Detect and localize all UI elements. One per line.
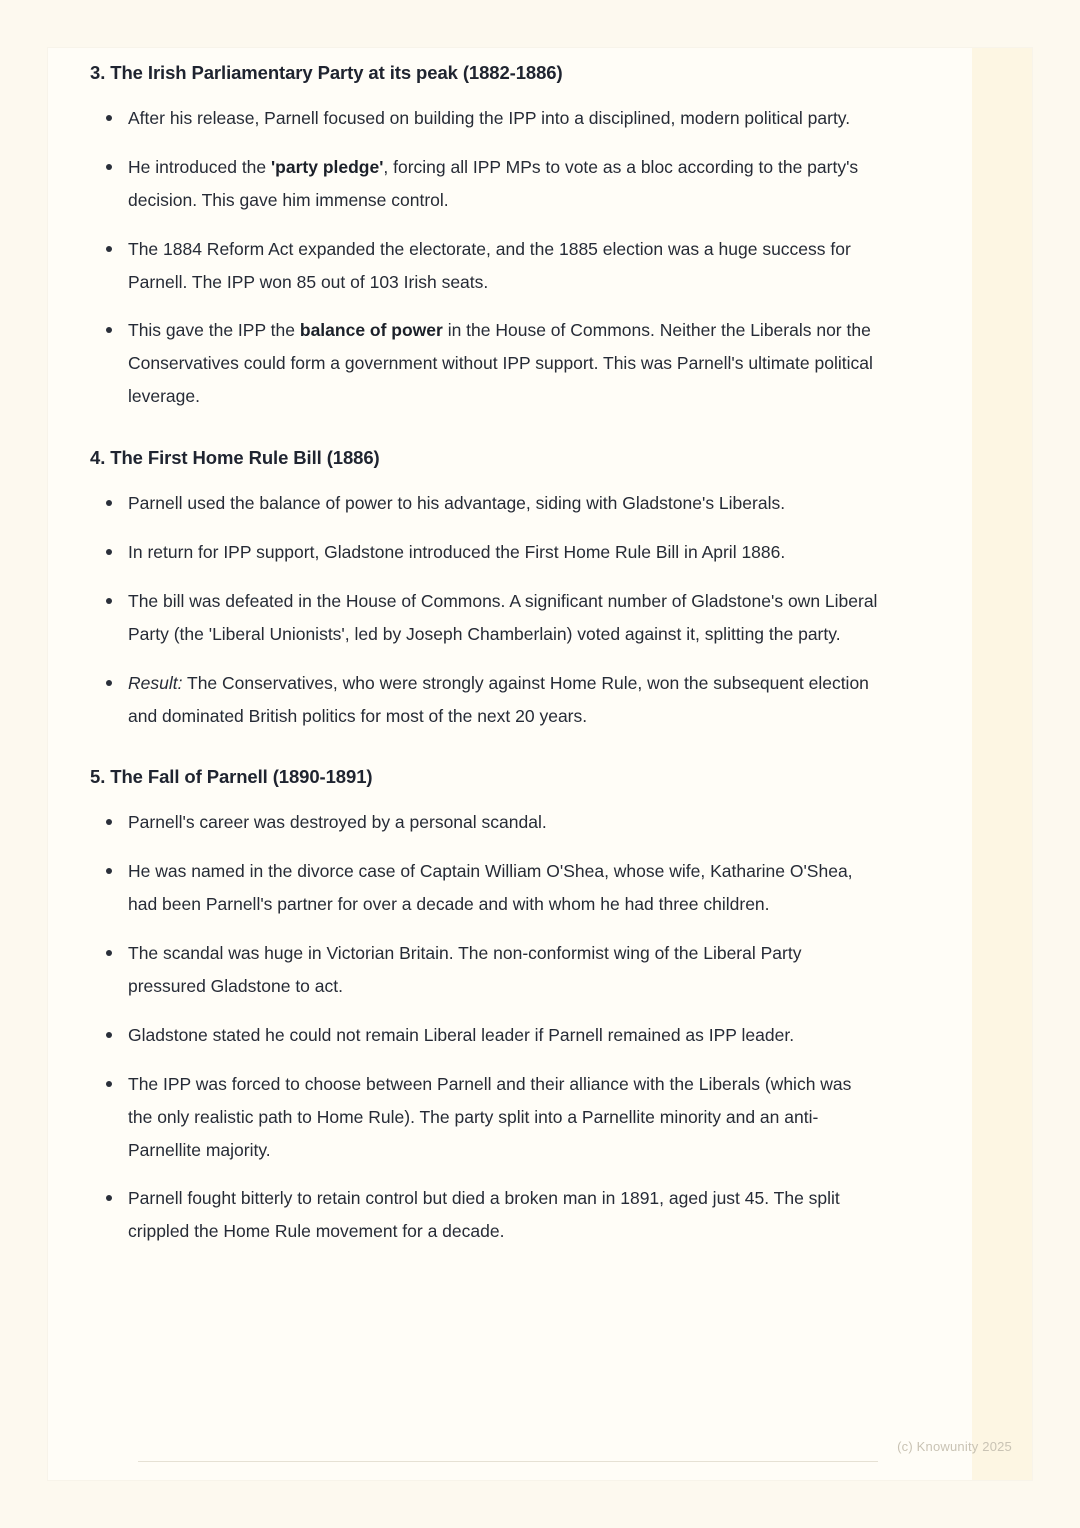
bullet-item — [90, 1068, 880, 1167]
bullet-item — [90, 1182, 880, 1248]
bullet-item — [90, 536, 880, 569]
bullet-text: in the House of Commons. Neither the Liberals nor the Conservatives could form a government without IPP support. This was Parnell's ultimate political leverage. — [128, 320, 873, 407]
section-heading: 5. The Fall of Parnell (1890-1891) — [90, 766, 373, 788]
bullet-item — [90, 937, 880, 1003]
bullet-item — [90, 487, 880, 520]
bullet-text: The bill was defeated in the House of Commons. A significant number of Gladstone's own Liberal Party (the 'Liberal Unionists', led by Joseph Chamberlain) voted against it, splitting the party. — [128, 590, 878, 644]
bullet-text: This gave the IPP the — [128, 320, 300, 341]
bullet-text: The scandal was huge in Victorian Britain. The non-conformist wing of the Liberal Party pressured Gladstone to act. — [128, 943, 802, 997]
section-bullet-list — [90, 487, 880, 732]
bullet-text: The Conservatives, who were strongly against Home Rule, won the subsequent election and dominated British politics for most of the next 20 years. — [128, 672, 869, 726]
bullet-emphasis: 'party pledge' — [271, 156, 384, 177]
bullet-item — [90, 314, 880, 413]
bullet-text: The 1884 Reform Act expanded the electorate, and the 1885 election was a huge success for Parnell. The IPP won 85 out of 103 Irish seats. — [128, 238, 851, 292]
document-sheet — [48, 48, 1032, 1480]
bullet-item — [90, 233, 880, 299]
footer-divider — [138, 1461, 878, 1462]
bullet-text: Parnell used the balance of power to his advantage, siding with Gladstone's Liberals. — [128, 493, 786, 514]
bullet-item — [90, 151, 880, 217]
document-content — [90, 48, 880, 1264]
bullet-item — [90, 855, 880, 921]
bullet-emphasis: balance of power — [299, 320, 443, 341]
bullet-text: Gladstone stated he could not remain Liberal leader if Parnell remained as IPP leader. — [128, 1024, 795, 1045]
bullet-item — [90, 806, 880, 839]
bullet-italic-label: Result: — [128, 672, 183, 693]
bullet-text: He introduced the — [128, 156, 272, 177]
watermark-label: (c) Knowunity 2025 — [897, 1439, 1012, 1454]
section-heading: 3. The Irish Parliamentary Party at its peak (1882-1886) — [90, 62, 563, 83]
section-bullet-list — [90, 806, 880, 1248]
section-bullet-list — [90, 102, 880, 413]
bullet-text: , forcing all IPP MPs to vote as a bloc according to the party's decision. This gave him immense control. — [128, 156, 859, 210]
page-edge-strip — [972, 48, 1032, 1480]
bullet-item — [90, 667, 880, 733]
bullet-text: After his release, Parnell focused on building the IPP into a disciplined, modern political party. — [128, 108, 851, 128]
bullet-text: Parnell's career was destroyed by a personal scandal. — [128, 812, 547, 833]
section-heading: 4. The First Home Rule Bill (1886) — [90, 447, 380, 469]
bullet-item — [90, 1019, 880, 1052]
bullet-text: In return for IPP support, Gladstone introduced the First Home Rule Bill in April 1886. — [128, 542, 786, 563]
bullet-text: Parnell fought bitterly to retain control but died a broken man in 1891, aged just 45. The split crippled the Home Rule movement for a decade. — [128, 1188, 840, 1242]
bullet-text: He was named in the divorce case of Captain William O'Shea, whose wife, Katharine O'Shea, had been Parnell's partner for over a decade and with whom he had three children. — [128, 861, 853, 915]
bullet-item — [90, 102, 880, 135]
bullet-item — [90, 585, 880, 651]
bullet-text: The IPP was forced to choose between Parnell and their alliance with the Liberals (which was the only realistic path to Home Rule). The party split into a Parnellite minority and an anti-Parnellite majority. — [128, 1073, 852, 1160]
